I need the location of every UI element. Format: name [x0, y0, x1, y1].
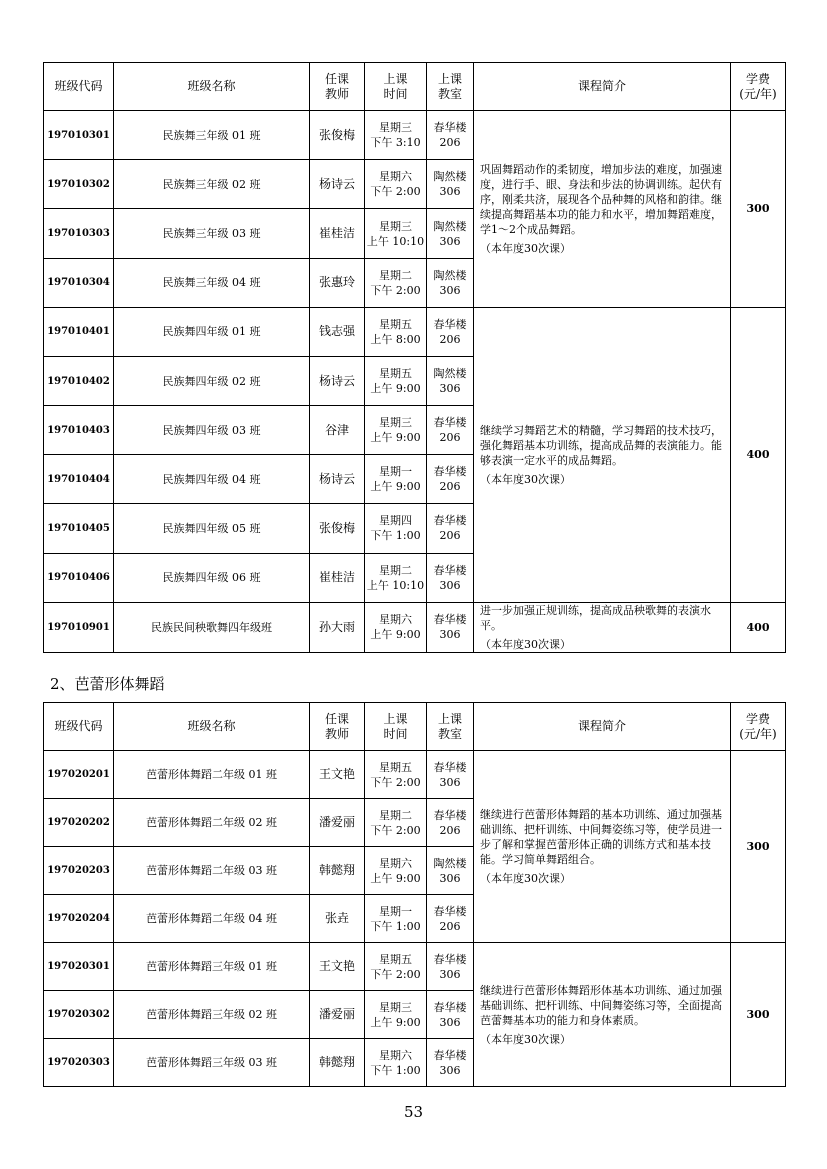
classroom	[427, 751, 474, 799]
header-intro	[474, 703, 731, 751]
teacher-name	[310, 209, 365, 258]
class-name-line: 民族舞三年级 03 班	[162, 227, 261, 241]
classroom-line: 206	[439, 480, 461, 494]
class-code	[44, 1039, 114, 1087]
class-time	[365, 799, 427, 847]
class-time-line: 星期三	[379, 416, 412, 430]
classroom-line: 206	[439, 823, 461, 837]
header-name	[114, 63, 310, 111]
header-teacher-line: 任课	[324, 711, 349, 726]
course-intro	[474, 307, 731, 602]
classroom-line: 春华楼	[433, 904, 467, 918]
teacher-name-line: 杨诗云	[318, 471, 355, 486]
class-name	[114, 307, 310, 356]
class-code	[44, 111, 114, 160]
class-name-line: 芭蕾形体舞蹈二年级 01 班	[146, 768, 277, 781]
class-code	[44, 356, 114, 405]
classroom	[427, 943, 474, 991]
classroom-line: 春华楼	[433, 563, 467, 577]
header-room-line: 上课	[437, 711, 462, 726]
classroom-line: 306	[439, 871, 461, 885]
classroom-line: 306	[439, 283, 461, 297]
class-name	[114, 943, 310, 991]
classroom-line: 春华楼	[433, 465, 467, 479]
class-time	[365, 258, 427, 307]
class-time-line: 星期六	[379, 170, 412, 184]
class-time-line: 下午 2:00	[370, 775, 421, 789]
header-fee-line: 学费	[745, 711, 770, 726]
class-time-line: 下午 1:00	[370, 529, 421, 543]
class-time	[365, 455, 427, 504]
teacher-name	[310, 111, 365, 160]
teacher-name	[310, 1039, 365, 1087]
classroom	[427, 455, 474, 504]
course-intro-note: （本年度30次课）	[480, 872, 571, 885]
header-code	[44, 703, 114, 751]
teacher-name-line: 杨诗云	[318, 176, 355, 191]
class-time-line: 星期三	[379, 219, 412, 233]
classroom-line: 春华楼	[433, 952, 467, 966]
teacher-name	[310, 943, 365, 991]
table-row	[44, 111, 786, 160]
teacher-name	[310, 307, 365, 356]
class-code-line: 197010402	[47, 375, 110, 387]
header-time-line: 时间	[383, 86, 408, 101]
class-name	[114, 406, 310, 455]
class-code-line: 197010401	[47, 326, 110, 338]
classroom	[427, 406, 474, 455]
tuition-fee: 300	[731, 751, 786, 943]
classroom-line: 306	[439, 185, 461, 199]
course-intro-note: （本年度30次课）	[480, 241, 571, 255]
course-intro	[474, 751, 731, 943]
teacher-name	[310, 847, 365, 895]
class-code-line: 197010301	[47, 129, 110, 141]
class-time-line: 星期二	[379, 563, 412, 577]
class-time	[365, 307, 427, 356]
class-time	[365, 751, 427, 799]
class-time-line: 星期六	[379, 856, 412, 870]
class-time-line: 上午 9:00	[370, 382, 421, 396]
classroom	[427, 1039, 474, 1087]
class-time	[365, 553, 427, 602]
class-code	[44, 895, 114, 943]
header-fee	[731, 703, 786, 751]
course-intro	[474, 602, 731, 652]
class-name-line: 芭蕾形体舞蹈三年级 01 班	[146, 960, 277, 973]
classroom	[427, 307, 474, 356]
class-name	[114, 602, 310, 652]
class-name-line: 民族民间秧歌舞四年级班	[151, 620, 272, 634]
teacher-name-line: 孙大雨	[318, 619, 355, 634]
class-name	[114, 553, 310, 602]
header-intro	[474, 63, 731, 111]
classroom-line: 206	[439, 431, 461, 445]
classroom-line: 206	[439, 332, 461, 346]
classroom-line: 陶然楼	[433, 856, 467, 870]
class-code	[44, 160, 114, 209]
class-time-line: 下午 2:00	[370, 967, 421, 981]
class-name	[114, 1039, 310, 1087]
teacher-name-line: 潘爱丽	[318, 815, 355, 829]
header-code-line: 班级代码	[54, 79, 103, 94]
class-time-line: 下午 2:00	[370, 185, 421, 199]
table-row	[44, 602, 786, 652]
classroom-line: 陶然楼	[433, 170, 467, 184]
tuition-fee: 400	[731, 307, 786, 602]
class-name-line: 芭蕾形体舞蹈二年级 03 班	[146, 864, 277, 877]
teacher-name-line: 张俊梅	[318, 127, 355, 142]
teacher-name	[310, 504, 365, 553]
teacher-name-line: 韩懿翔	[318, 1055, 355, 1069]
header-fee-line: 学费	[745, 71, 770, 86]
class-code-line: 197020201	[47, 769, 110, 780]
class-time-line: 星期六	[379, 613, 412, 627]
classroom	[427, 209, 474, 258]
class-code-line: 197010404	[47, 473, 110, 485]
header-time-line: 时间	[383, 726, 408, 741]
class-code	[44, 847, 114, 895]
class-time	[365, 111, 427, 160]
class-time-line: 下午 2:00	[370, 823, 421, 837]
teacher-name	[310, 553, 365, 602]
class-name-line: 民族舞四年级 02 班	[162, 374, 261, 388]
class-code	[44, 602, 114, 652]
class-code	[44, 258, 114, 307]
class-time-line: 下午 2:00	[370, 283, 421, 297]
class-time-line: 星期一	[379, 904, 412, 918]
class-name	[114, 455, 310, 504]
class-code-line: 197020303	[47, 1057, 110, 1068]
classroom-line: 春华楼	[433, 760, 467, 774]
header-name	[114, 703, 310, 751]
class-code-line: 197020204	[47, 913, 110, 924]
teacher-name	[310, 406, 365, 455]
course-intro-text: 继续进行芭蕾形体舞蹈的基本功训练、通过加强基础训练、把杆训练、中间舞姿练习等，使学员进一步了解和掌握芭蕾形体正确的训练方式和基本技能。学习简单舞蹈组合。	[480, 808, 722, 866]
teacher-name	[310, 895, 365, 943]
teacher-name-line: 崔桂洁	[318, 226, 355, 241]
class-time	[365, 160, 427, 209]
class-time-line: 上午 9:00	[370, 628, 421, 642]
teacher-name	[310, 991, 365, 1039]
class-time	[365, 991, 427, 1039]
class-code-line: 197010304	[47, 277, 110, 289]
class-name	[114, 258, 310, 307]
class-time-line: 上午 9:00	[370, 871, 421, 885]
classroom	[427, 504, 474, 553]
course-intro-text: 进一步加强正规训练，提高成品秧歌舞的表演水平。	[480, 603, 711, 632]
class-name	[114, 504, 310, 553]
classroom-line: 206	[439, 919, 461, 933]
class-code-line: 197010303	[47, 228, 110, 240]
class-code-line: 197020301	[47, 961, 110, 972]
class-name	[114, 991, 310, 1039]
classroom	[427, 991, 474, 1039]
class-code	[44, 406, 114, 455]
class-time	[365, 943, 427, 991]
course-intro-note: （本年度30次课）	[480, 472, 571, 486]
class-time-line: 上午 9:00	[370, 431, 421, 445]
classroom	[427, 602, 474, 652]
class-name-line: 芭蕾形体舞蹈二年级 02 班	[146, 816, 277, 829]
class-time-line: 下午 1:00	[370, 1063, 421, 1077]
course-table-folk-dance	[43, 62, 786, 653]
header-time	[365, 63, 427, 111]
class-code	[44, 455, 114, 504]
teacher-name-line: 潘爱丽	[318, 1007, 355, 1021]
table-header-row	[44, 63, 786, 111]
header-teacher-line: 教师	[324, 86, 349, 101]
class-time	[365, 504, 427, 553]
tuition-fee: 400	[731, 602, 786, 652]
teacher-name-line: 谷津	[324, 422, 349, 437]
header-code-line: 班级代码	[54, 719, 103, 733]
tuition-fee: 300	[731, 111, 786, 308]
course-intro-text: 继续进行芭蕾形体舞蹈形体基本功训练、通过加强基础训练、把杆训练、中间舞姿练习等，全面提高芭蕾舞基本功的能力和身体素质。	[480, 983, 722, 1027]
teacher-name-line: 张俊梅	[318, 520, 355, 535]
teacher-name-line: 王文艳	[318, 767, 355, 781]
classroom	[427, 799, 474, 847]
classroom	[427, 895, 474, 943]
class-name	[114, 799, 310, 847]
classroom-line: 陶然楼	[433, 219, 467, 233]
course-intro-note: （本年度30次课）	[480, 637, 571, 651]
class-time	[365, 356, 427, 405]
class-time-line: 星期五	[379, 317, 412, 331]
classroom-line: 春华楼	[433, 1048, 467, 1062]
header-teacher	[310, 63, 365, 111]
course-intro-text: 巩固舞蹈动作的柔韧度，增加步法的难度，加强速度，进行手、眼、身法和步法的协调训练。起伏有序，刚柔共济，展现各个品种舞的风格和韵律。继续提高舞蹈基本功的能力和水平，增加舞蹈难度，学1～2个成品舞蹈。	[480, 162, 722, 236]
class-name	[114, 111, 310, 160]
teacher-name	[310, 602, 365, 652]
class-code	[44, 307, 114, 356]
classroom	[427, 356, 474, 405]
class-code-line: 197010405	[47, 522, 110, 534]
class-time-line: 上午 10:10	[366, 578, 425, 592]
classroom-line: 陶然楼	[433, 367, 467, 381]
teacher-name	[310, 258, 365, 307]
header-time-line: 上课	[383, 711, 408, 726]
class-time-line: 星期五	[379, 760, 412, 774]
class-name-line: 民族舞三年级 04 班	[162, 276, 261, 290]
class-time	[365, 406, 427, 455]
header-time	[365, 703, 427, 751]
class-name-line: 民族舞四年级 06 班	[162, 571, 261, 585]
class-code-line: 197020203	[47, 865, 110, 876]
class-name-line: 民族舞三年级 01 班	[162, 128, 261, 142]
classroom-line: 陶然楼	[433, 268, 467, 282]
class-time	[365, 1039, 427, 1087]
classroom-line: 春华楼	[433, 416, 467, 430]
class-time	[365, 847, 427, 895]
class-name-line: 芭蕾形体舞蹈三年级 03 班	[146, 1056, 277, 1069]
header-fee-line: (元/年)	[739, 726, 777, 741]
classroom-line: 306	[439, 234, 461, 248]
class-time-line: 星期一	[379, 465, 412, 479]
classroom-line: 306	[439, 967, 461, 981]
class-code	[44, 799, 114, 847]
class-name-line: 芭蕾形体舞蹈二年级 04 班	[146, 912, 277, 925]
class-name-line: 民族舞四年级 03 班	[162, 423, 261, 437]
classroom-line: 306	[439, 382, 461, 396]
class-code-line: 197010901	[47, 621, 110, 633]
class-time-line: 星期二	[379, 808, 412, 822]
class-code	[44, 504, 114, 553]
class-name	[114, 160, 310, 209]
class-name	[114, 356, 310, 405]
class-code	[44, 991, 114, 1039]
class-code-line: 197020302	[47, 1009, 110, 1020]
class-name-line: 民族舞三年级 02 班	[162, 177, 261, 191]
header-teacher-line: 任课	[324, 71, 349, 86]
course-intro	[474, 943, 731, 1087]
course-intro-text: 继续学习舞蹈艺术的精髓，学习舞蹈的技术技巧，强化舞蹈基本功训练，提高成品舞的表演能力。能够表演一定水平的成品舞蹈。	[480, 423, 722, 467]
classroom	[427, 553, 474, 602]
class-code	[44, 209, 114, 258]
class-time	[365, 895, 427, 943]
header-name-line: 班级名称	[187, 719, 236, 733]
classroom-line: 春华楼	[433, 121, 467, 135]
class-name	[114, 847, 310, 895]
teacher-name	[310, 356, 365, 405]
class-time-line: 星期三	[379, 121, 412, 135]
classroom-line: 春华楼	[433, 1000, 467, 1014]
table-row	[44, 751, 786, 799]
class-code	[44, 943, 114, 991]
class-time-line: 上午 9:00	[370, 1015, 421, 1029]
classroom	[427, 258, 474, 307]
teacher-name	[310, 751, 365, 799]
teacher-name-line: 韩懿翔	[318, 863, 355, 877]
class-time-line: 下午 3:10	[370, 136, 421, 150]
class-name-line: 芭蕾形体舞蹈三年级 02 班	[146, 1008, 277, 1021]
class-name-line: 民族舞四年级 04 班	[162, 472, 261, 486]
class-code-line: 197010403	[47, 424, 110, 436]
header-intro-line: 课程简介	[577, 79, 626, 94]
header-time-line: 上课	[383, 71, 408, 86]
teacher-name	[310, 455, 365, 504]
class-code-line: 197010406	[47, 572, 110, 584]
section-title-ballet: 2、芭蕾形体舞蹈	[50, 675, 165, 693]
classroom-line: 春华楼	[433, 613, 467, 627]
page-number: 53	[403, 1103, 424, 1121]
classroom-line: 306	[439, 1015, 461, 1029]
tuition-fee: 300	[731, 943, 786, 1087]
course-intro	[474, 111, 731, 308]
header-room-line: 教室	[437, 86, 462, 101]
class-time-line: 上午 8:00	[370, 332, 421, 346]
teacher-name-line: 张垚	[324, 911, 349, 925]
course-table-ballet	[43, 702, 786, 1087]
class-time-line: 星期二	[379, 268, 412, 282]
class-time-line: 星期五	[379, 952, 412, 966]
classroom-line: 306	[439, 775, 461, 789]
classroom-line: 306	[439, 578, 461, 592]
class-time-line: 上午 10:10	[366, 234, 425, 248]
class-time-line: 星期五	[379, 367, 412, 381]
header-fee-line: (元/年)	[739, 86, 777, 101]
class-time-line: 星期六	[379, 1048, 412, 1062]
header-name-line: 班级名称	[187, 79, 236, 94]
header-intro-line: 课程简介	[577, 719, 626, 733]
classroom-line: 春华楼	[433, 514, 467, 528]
class-name	[114, 751, 310, 799]
teacher-name-line: 杨诗云	[318, 373, 355, 388]
class-code-line: 197010302	[47, 178, 110, 190]
header-room-line: 教室	[437, 726, 462, 741]
class-name-line: 民族舞四年级 01 班	[162, 325, 261, 339]
table-row	[44, 943, 786, 991]
classroom	[427, 111, 474, 160]
class-time-line: 下午 1:00	[370, 919, 421, 933]
table-row	[44, 307, 786, 356]
classroom	[427, 160, 474, 209]
teacher-name-line: 钱志强	[318, 324, 355, 339]
course-intro-note: （本年度30次课）	[480, 1032, 571, 1046]
table-header-row	[44, 703, 786, 751]
class-time-line: 上午 9:00	[370, 480, 421, 494]
teacher-name	[310, 799, 365, 847]
header-code	[44, 63, 114, 111]
class-name	[114, 895, 310, 943]
classroom-line: 春华楼	[433, 808, 467, 822]
class-name	[114, 209, 310, 258]
classroom	[427, 847, 474, 895]
class-time	[365, 209, 427, 258]
class-time-line: 星期四	[379, 514, 412, 528]
classroom-line: 306	[439, 628, 461, 642]
class-code-line: 197020202	[47, 817, 110, 828]
teacher-name	[310, 160, 365, 209]
teacher-name-line: 王文艳	[318, 959, 355, 973]
class-time	[365, 602, 427, 652]
class-code	[44, 553, 114, 602]
header-room	[427, 63, 474, 111]
class-code	[44, 751, 114, 799]
header-room	[427, 703, 474, 751]
classroom-line: 206	[439, 136, 461, 150]
header-fee	[731, 63, 786, 111]
class-time-line: 星期三	[379, 1000, 412, 1014]
classroom-line: 306	[439, 1063, 461, 1077]
header-teacher-line: 教师	[324, 726, 349, 741]
teacher-name-line: 崔桂洁	[318, 570, 355, 585]
classroom-line: 春华楼	[433, 317, 467, 331]
header-teacher	[310, 703, 365, 751]
header-room-line: 上课	[437, 71, 462, 86]
teacher-name-line: 张惠玲	[318, 275, 355, 290]
class-name-line: 民族舞四年级 05 班	[162, 521, 261, 535]
classroom-line: 206	[439, 529, 461, 543]
